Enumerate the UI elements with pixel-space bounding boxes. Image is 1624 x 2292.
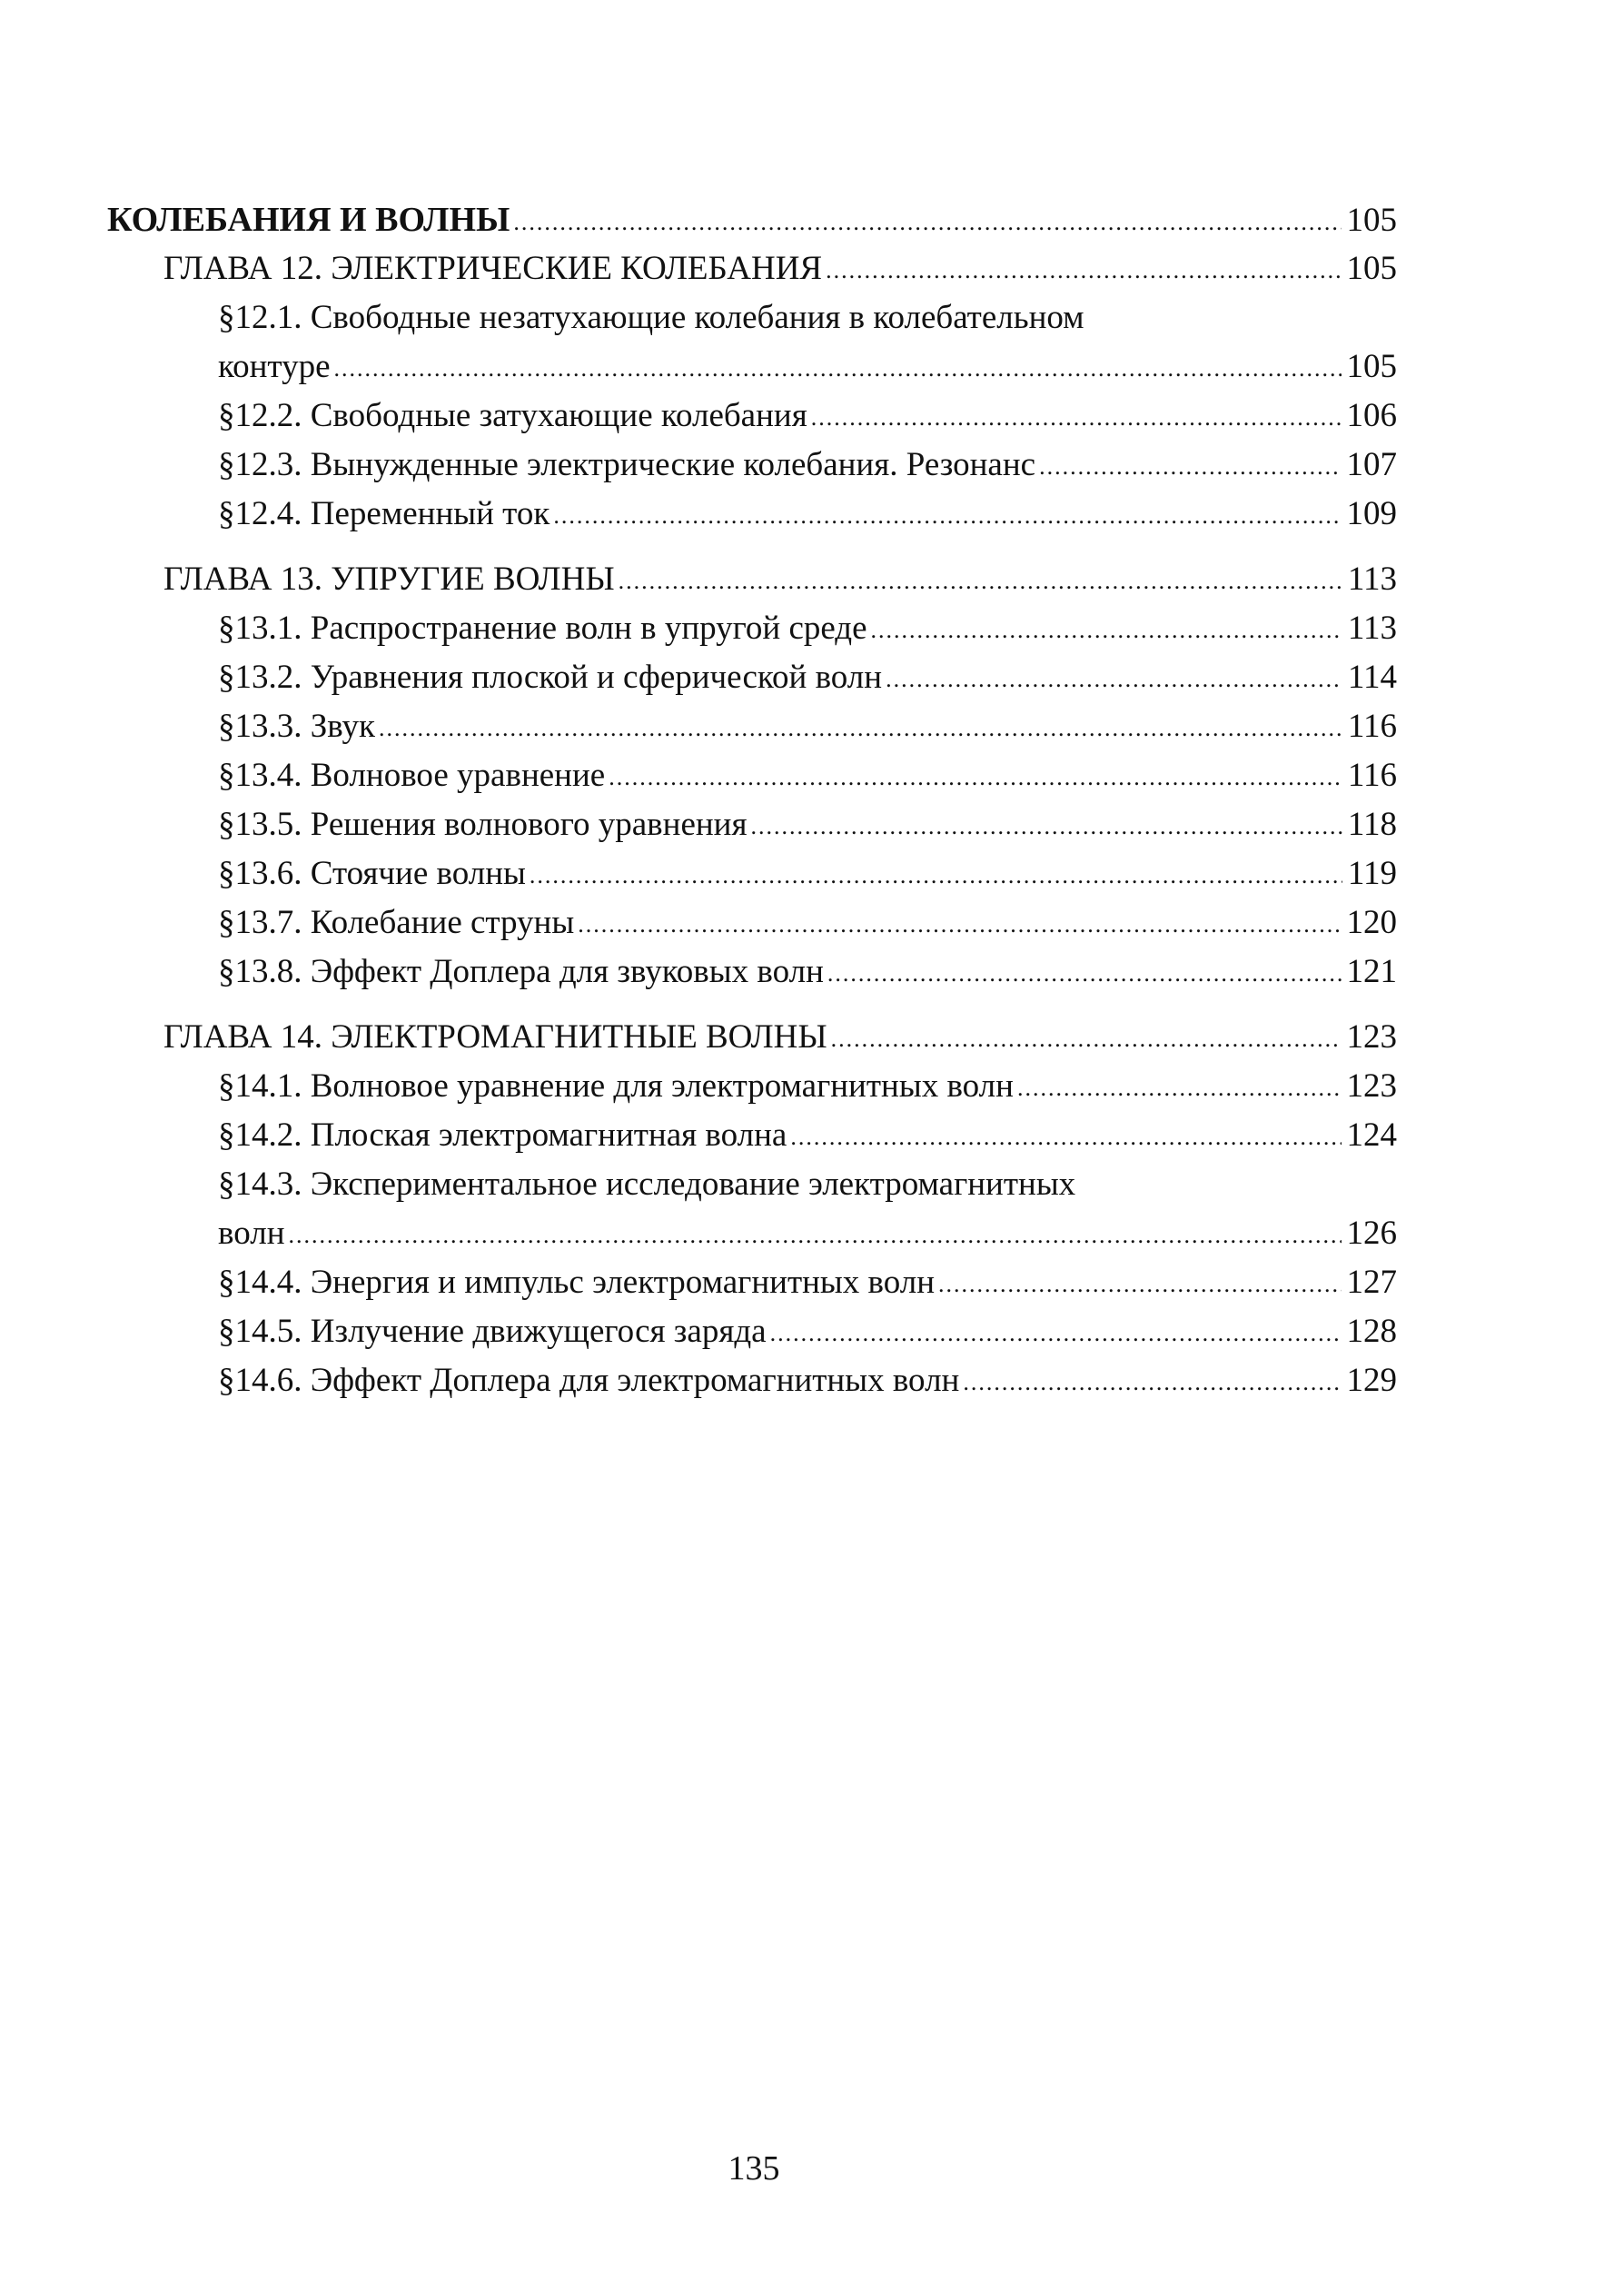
dot-leader	[619, 557, 1342, 606]
toc-page-number: 113	[1347, 610, 1397, 647]
toc-section-title: §13.6. Стоячие волны	[218, 855, 526, 892]
toc-page-number: 105	[1346, 250, 1397, 287]
toc-section-entry	[107, 800, 1397, 849]
toc-section-entry	[107, 1062, 1397, 1111]
toc-section-title: §13.3. Звук	[218, 708, 375, 745]
toc-section-title: волн	[218, 1215, 285, 1252]
toc-page-number: 124	[1346, 1116, 1397, 1154]
toc-page-number: 106	[1346, 397, 1397, 434]
toc-chapter-entry	[107, 1013, 1397, 1062]
toc-section-title: §13.8. Эффект Доплера для звуковых волн	[218, 953, 824, 990]
toc-section-entry	[107, 1258, 1397, 1307]
toc-page-number: 105	[1346, 348, 1397, 385]
dot-leader	[553, 491, 1341, 541]
toc-section-title: §13.4. Волновое уравнение	[218, 757, 606, 794]
dot-leader	[826, 246, 1341, 295]
toc-section-title: §13.5. Решения волнового уравнения	[218, 806, 748, 843]
toc-chapter-entry	[107, 555, 1397, 604]
toc-section-title: контуре	[218, 348, 331, 385]
toc-page-number: 129	[1346, 1362, 1397, 1399]
toc-page-number: 113	[1347, 561, 1397, 598]
dot-leader	[790, 1113, 1341, 1162]
dot-leader	[609, 753, 1342, 802]
dot-leader	[770, 1309, 1342, 1358]
toc-section-title: §13.7. Колебание струны	[218, 904, 575, 941]
toc-page-number: 128	[1346, 1313, 1397, 1350]
dot-leader	[963, 1358, 1341, 1407]
toc-section-title: §13.1. Распространение волн в упругой среде	[218, 610, 867, 647]
toc-chapter-title: ГЛАВА 14. ЭЛЕКТРОМАГНИТНЫЕ ВОЛНЫ	[163, 1018, 827, 1056]
toc-page-number: 116	[1347, 708, 1397, 745]
toc-section-first-line: §12.1. Свободные незатухающие колебания в колебательном	[218, 299, 1084, 336]
toc-section-entry	[107, 1307, 1397, 1356]
toc-section-entry	[107, 702, 1397, 751]
dot-leader	[871, 606, 1342, 655]
toc-section-entry	[107, 653, 1397, 702]
toc-page-number: 121	[1346, 953, 1397, 990]
toc-section-entry	[107, 948, 1397, 997]
toc-page-number: 116	[1347, 757, 1397, 794]
toc-page-number: 120	[1346, 904, 1397, 941]
toc-section-title: §13.2. Уравнения плоской и сферической волн	[218, 659, 883, 696]
toc-section-title: §14.6. Эффект Доплера для электромагнитных волн	[218, 1362, 960, 1399]
toc-section-title: §14.5. Излучение движущегося заряда	[218, 1313, 767, 1350]
toc-section-entry	[107, 898, 1397, 948]
toc-chapter-entry	[107, 244, 1397, 293]
dot-leader	[530, 851, 1342, 900]
toc-page-number: 119	[1347, 855, 1397, 892]
toc-page-number: 107	[1346, 446, 1397, 483]
dot-leader	[1017, 1064, 1342, 1113]
dot-leader	[938, 1260, 1341, 1309]
dot-leader	[886, 655, 1342, 704]
toc-section-entry	[107, 1356, 1397, 1405]
toc-page-number: 109	[1346, 495, 1397, 532]
dot-leader	[379, 704, 1342, 753]
toc-page-number: 123	[1346, 1067, 1397, 1105]
toc-section-entry	[107, 604, 1397, 653]
dot-leader	[334, 344, 1342, 393]
toc-section-title: §12.2. Свободные затухающие колебания	[218, 397, 807, 434]
toc-part-title: КОЛЕБАНИЯ И ВОЛНЫ	[107, 201, 510, 239]
toc-page-number: 118	[1347, 806, 1397, 843]
toc-part-entry	[107, 195, 1397, 244]
toc-chapter-title: ГЛАВА 13. УПРУГИЕ ВОЛНЫ	[163, 561, 615, 598]
toc-section-title: §14.2. Плоская электромагнитная волна	[218, 1116, 787, 1154]
toc-section-entry	[107, 441, 1397, 490]
toc-section-entry	[107, 849, 1397, 898]
dot-leader	[289, 1211, 1342, 1260]
dot-leader	[1039, 442, 1341, 491]
dot-leader	[751, 802, 1342, 851]
toc-page-number: 123	[1346, 1018, 1397, 1056]
dot-leader	[811, 393, 1342, 442]
dot-leader	[827, 949, 1342, 998]
toc-page-number: 126	[1346, 1215, 1397, 1252]
toc-page-number: 127	[1346, 1264, 1397, 1301]
toc-section-title: §12.4. Переменный ток	[218, 495, 550, 532]
toc-section-entry	[107, 751, 1397, 800]
dot-leader	[513, 198, 1341, 247]
toc-page-number: 114	[1347, 659, 1397, 696]
toc-section-entry	[107, 392, 1397, 441]
dot-leader	[831, 1015, 1342, 1064]
toc-section-entry	[107, 490, 1397, 539]
toc-section-first-line: §14.3. Экспериментальное исследование электромагнитных	[218, 1166, 1076, 1203]
toc-chapter-title: ГЛАВА 12. ЭЛЕКТРИЧЕСКИЕ КОЛЕБАНИЯ	[163, 250, 823, 287]
toc-page-number: 105	[1346, 202, 1397, 239]
toc-section-title: §14.4. Энергия и импульс электромагнитных волн	[218, 1264, 936, 1301]
toc-section-entry	[107, 1209, 1397, 1258]
toc-section-title: §12.3. Вынужденные электрические колебания. Резонанс	[218, 446, 1036, 483]
toc-section-entry	[107, 1111, 1397, 1160]
toc-section-entry	[107, 342, 1397, 392]
dot-leader	[578, 900, 1341, 949]
table-of-contents	[107, 195, 1397, 1405]
page-number: 135	[728, 2149, 780, 2188]
toc-section-title: §14.1. Волновое уравнение для электромагнитных волн	[218, 1067, 1014, 1105]
